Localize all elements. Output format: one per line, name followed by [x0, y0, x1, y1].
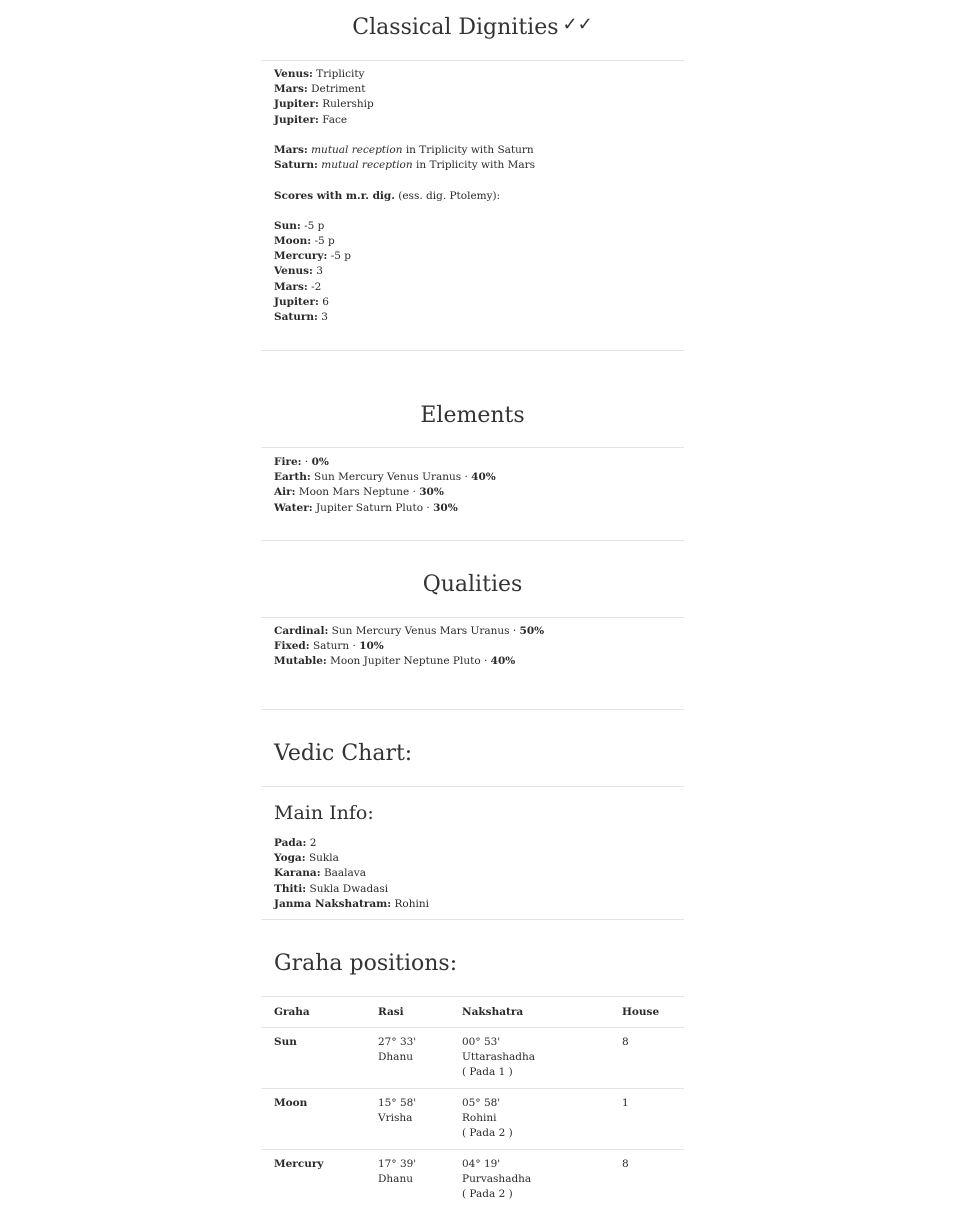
table-row — [261, 1089, 684, 1150]
element-row: Fire: · 0% — [274, 455, 674, 470]
house-cell: 8 — [622, 1150, 684, 1210]
score-row: Saturn: 3 — [274, 310, 674, 325]
info-row: Karana: Baalava — [274, 866, 674, 881]
scores-heading: Scores with m.r. dig. (ess. dig. Ptolemy): — [274, 189, 674, 204]
vedic-title: Vedic Chart: — [274, 741, 412, 766]
info-row: Thiti: Sukla Dwadasi — [274, 882, 674, 897]
dignities-list — [274, 67, 674, 325]
info-row: Janma Nakshatram: Rohini — [274, 897, 674, 912]
dignity-row: Jupiter: Rulership — [274, 97, 674, 112]
graha-cell: Mercury — [261, 1150, 378, 1210]
qualities-title: Qualities — [261, 572, 684, 597]
nakshatra-cell: 00° 53' Uttarashadha ( Pada 1 ) — [462, 1028, 622, 1089]
rasi-cell: 27° 33' Dhanu — [378, 1028, 462, 1089]
main-info-title: Main Info: — [274, 802, 374, 824]
main-info-list — [274, 836, 674, 912]
score-row: Mars: -2 — [274, 280, 674, 295]
table-row — [261, 1028, 684, 1089]
graha-cell: Sun — [261, 1028, 378, 1089]
divider — [261, 350, 684, 351]
double-check-icon: ✓✓ — [563, 14, 593, 35]
reception-row: Saturn: mutual reception in Triplicity with Mars — [274, 158, 674, 173]
divider — [261, 786, 684, 787]
graha-table — [261, 996, 684, 1210]
house-cell: 8 — [622, 1028, 684, 1089]
divider — [261, 919, 684, 920]
divider — [261, 709, 684, 710]
graha-cell: Moon — [261, 1089, 378, 1150]
dignity-row: Jupiter: Face — [274, 113, 674, 128]
score-row: Sun: -5 p — [274, 219, 674, 234]
nakshatra-cell: 04° 19' Purvashadha ( Pada 2 ) — [462, 1150, 622, 1210]
divider — [261, 447, 684, 448]
column-header: House — [622, 997, 684, 1028]
column-header: Rasi — [378, 997, 462, 1028]
score-row: Mercury: -5 p — [274, 249, 674, 264]
element-row: Air: Moon Mars Neptune · 30% — [274, 485, 674, 500]
table-row — [261, 1150, 684, 1210]
quality-row: Fixed: Saturn · 10% — [274, 639, 674, 654]
score-row: Moon: -5 p — [274, 234, 674, 249]
quality-row: Cardinal: Sun Mercury Venus Mars Uranus · 50% — [274, 624, 674, 639]
element-row: Earth: Sun Mercury Venus Uranus · 40% — [274, 470, 674, 485]
divider — [261, 60, 684, 61]
dignity-row: Mars: Detriment — [274, 82, 674, 97]
qualities-list — [274, 624, 674, 670]
rasi-cell: 17° 39' Dhanu — [378, 1150, 462, 1210]
reception-row: Mars: mutual reception in Triplicity with Saturn — [274, 143, 674, 158]
info-row: Pada: 2 — [274, 836, 674, 851]
table-header-row — [261, 997, 684, 1028]
graha-title: Graha positions: — [274, 951, 457, 976]
elements-list — [274, 455, 674, 516]
rasi-cell: 15° 58' Vrisha — [378, 1089, 462, 1150]
info-row: Yoga: Sukla — [274, 851, 674, 866]
quality-row: Mutable: Moon Jupiter Neptune Pluto · 40% — [274, 654, 674, 669]
column-header: Graha — [261, 997, 378, 1028]
house-cell: 1 — [622, 1089, 684, 1150]
elements-title: Elements — [261, 403, 684, 428]
score-row: Jupiter: 6 — [274, 295, 674, 310]
divider — [261, 617, 684, 618]
dignity-row: Venus: Triplicity — [274, 67, 674, 82]
dignities-title: Classical Dignities ✓✓ — [261, 15, 684, 40]
nakshatra-cell: 05° 58' Rohini ( Pada 2 ) — [462, 1089, 622, 1150]
element-row: Water: Jupiter Saturn Pluto · 30% — [274, 501, 674, 516]
divider — [261, 540, 684, 541]
score-row: Venus: 3 — [274, 264, 674, 279]
column-header: Nakshatra — [462, 997, 622, 1028]
